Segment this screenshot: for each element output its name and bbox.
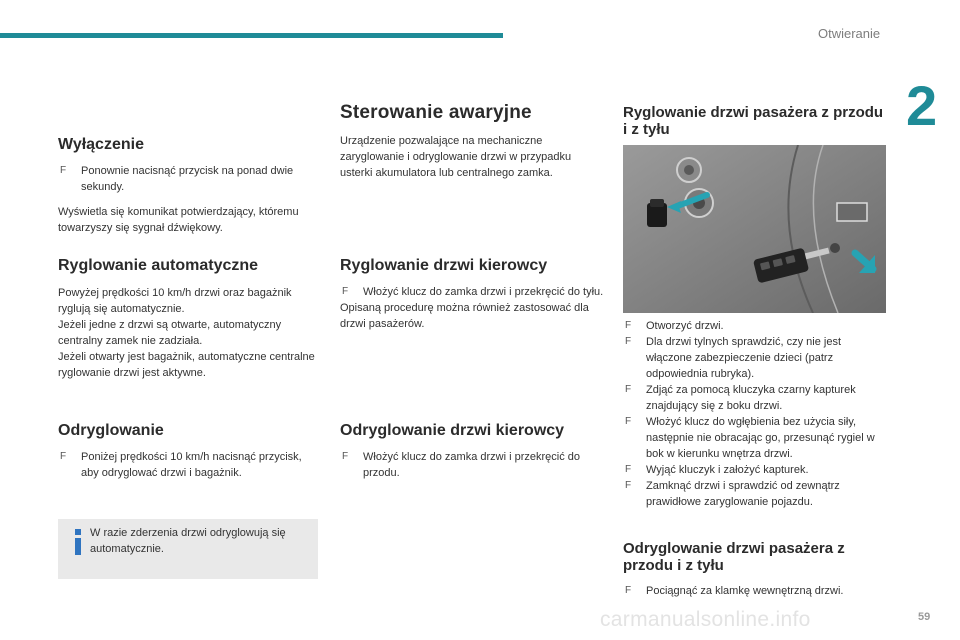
watermark: carmanualsonline.info	[600, 608, 811, 631]
header-accent-bar	[0, 33, 503, 38]
list-item: F Ponownie nacisnąć przycisk na ponad dwie sekundy.	[58, 163, 320, 195]
paragraph: Jeżeli jedne z drzwi są otwarte, automatyczny centralny zamek nie zadziała.	[58, 319, 282, 347]
section-heading: Sterowanie awaryjne	[340, 102, 532, 123]
list-item: F Włożyć klucz do wgłębienia bez użycia siły, następnie nie obracając go, przesunąć rygiel w bok w kierunku wnętrza drzwi.	[623, 414, 888, 462]
section-sterowanie-awaryjne	[340, 102, 605, 181]
paragraph: Wyświetla się komunikat potwierdzający, któremu towarzyszy się sygnał dźwiękowy.	[58, 206, 299, 234]
list-item: F Wyjąć kluczyk i założyć kapturek.	[623, 462, 888, 478]
list-item: F Otworzyć drzwi.	[623, 318, 888, 334]
paragraph: Jeżeli otwarty jest bagażnik, automatyczne centralne ryglowanie drzwi jest aktywne.	[58, 351, 315, 379]
info-icon	[70, 527, 86, 557]
list-item: F Poniżej prędkości 10 km/h nacisnąć przycisk, aby odryglować drzwi i bagażnik.	[58, 449, 320, 481]
section-heading: Odryglowanie	[58, 422, 164, 439]
paragraph: Urządzenie pozwalające na mechaniczne zaryglowanie i odryglowanie drzwi w przypadku usterki akumulatora lub centralnego zamka.	[340, 135, 572, 179]
section-ryglowanie-automatyczne	[58, 257, 320, 381]
section-heading: Odryglowanie drzwi kierowcy	[340, 422, 565, 439]
info-text: W razie zderzenia drzwi odryglowują się automatycznie.	[90, 527, 286, 555]
list-item: F Zamknąć drzwi i sprawdzić od zewnątrz prawidłowe zaryglowanie pojazdu.	[623, 478, 888, 510]
section-heading: Odryglowanie drzwi pasażera z przodu i z tyłu	[623, 540, 845, 574]
section-ryglowanie-pasazera	[623, 104, 888, 138]
info-box	[58, 519, 318, 579]
page-number: 59	[918, 611, 931, 623]
section-ryglowanie-pasazera-steps	[623, 318, 888, 510]
list-item: F Dla drzwi tylnych sprawdzić, czy nie jest włączone zabezpieczenie dzieci (patrz odpowiednia rubryka).	[623, 334, 888, 382]
section-ryglowanie-drzwi-kierowcy	[340, 257, 605, 332]
list-item: F Włożyć klucz do zamka drzwi i przekręcić do tyłu.	[340, 284, 605, 300]
list-item: F Włożyć klucz do zamka drzwi i przekręcić do przodu.	[340, 449, 605, 481]
section-heading: Ryglowanie drzwi kierowcy	[340, 257, 548, 274]
section-odryglowanie-drzwi-kierowcy	[340, 422, 605, 481]
section-title: Otwieranie	[818, 26, 881, 41]
section-heading: Wyłączenie	[58, 136, 144, 153]
section-wylaczenie	[58, 136, 320, 236]
door-lock-illustration	[623, 145, 886, 313]
list-item: F Pociągnąć za klamkę wewnętrzną drzwi.	[623, 583, 888, 599]
section-heading: Ryglowanie drzwi pasażera z przodu i z tyłu	[623, 104, 884, 138]
paragraph: Powyżej prędkości 10 km/h drzwi oraz bagażnik ryglują się automatycznie.	[58, 287, 292, 315]
section-heading: Ryglowanie automatyczne	[58, 257, 259, 274]
chapter-number: 2	[906, 74, 938, 137]
list-item: F Zdjąć za pomocą kluczyka czarny kapturek znajdujący się z boku drzwi.	[623, 382, 888, 414]
paragraph: Opisaną procedurę można również zastosować dla drzwi pasażerów.	[340, 302, 589, 330]
section-odryglowanie-pasazera	[623, 540, 888, 599]
section-odryglowanie	[58, 422, 320, 481]
